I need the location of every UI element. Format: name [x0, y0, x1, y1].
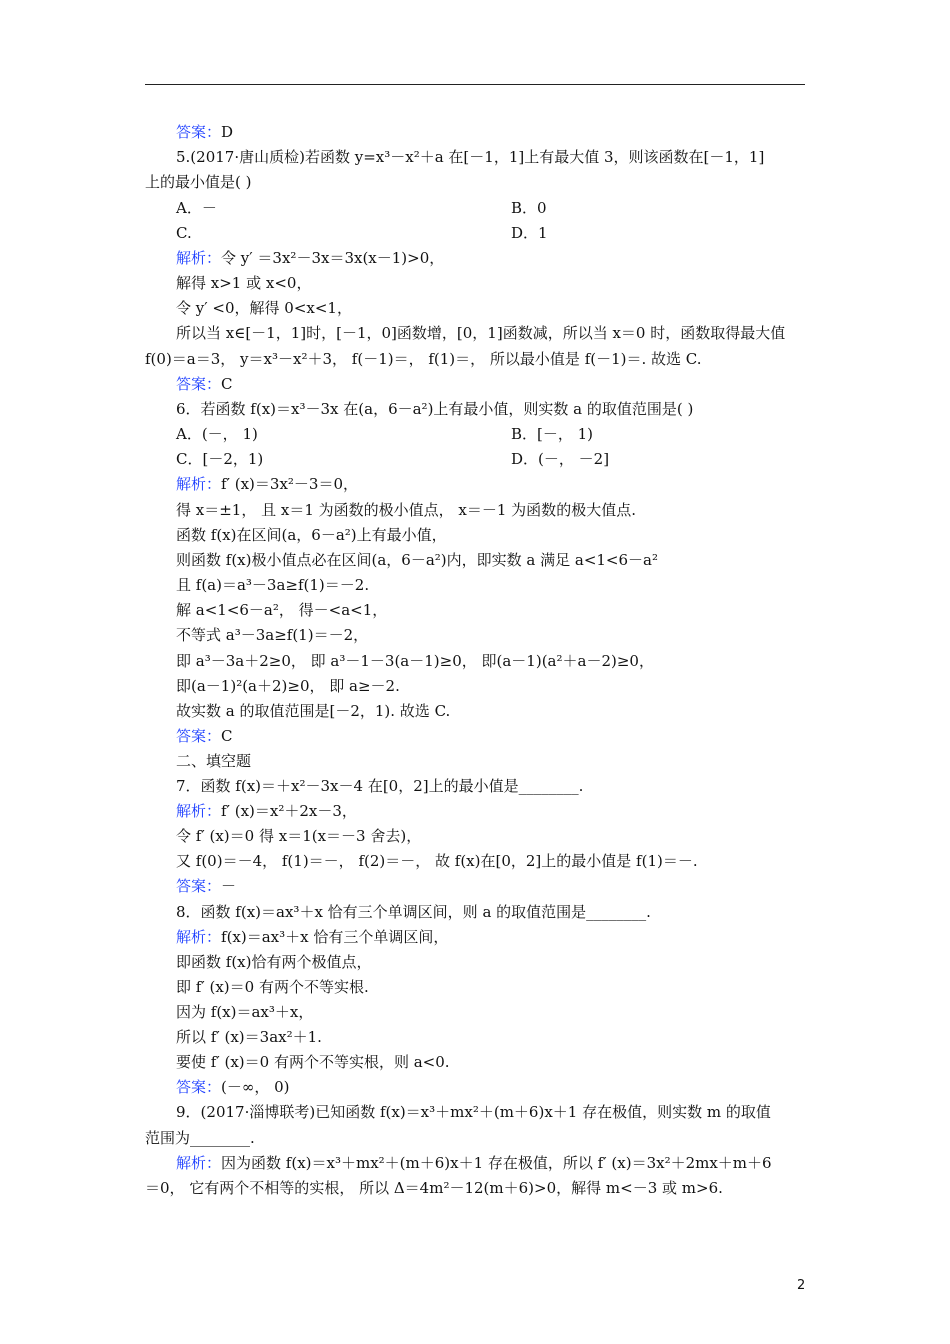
- text-line: [176, 826, 421, 846]
- line-text: A．(－， 1): [176, 425, 258, 443]
- line-text: f(0)＝a＝3， y＝x³－x²＋3， f(－1)＝， f(1)＝， 所以最小值是 f(－1)＝. 故选 C.: [145, 350, 702, 368]
- text-line: [176, 1052, 450, 1072]
- text-line: [176, 147, 764, 167]
- text-line: [176, 801, 357, 821]
- line-text: (－∞， 0): [221, 1078, 290, 1096]
- text-line: [145, 349, 702, 369]
- section-label: 解析：: [176, 475, 222, 493]
- text-line: [176, 198, 217, 218]
- option-right: D．1: [511, 224, 548, 242]
- text-line: [176, 474, 358, 494]
- text-line: [176, 374, 233, 394]
- line-text: 函数 f(x)在区间(a，6－a²)上有最小值，: [176, 526, 447, 544]
- line-text: f′ (x)＝3x²－3＝0，: [221, 475, 359, 493]
- line-text: 且 f(a)＝a³－3a≥f(1)＝－2.: [176, 576, 370, 594]
- text-line: [176, 223, 192, 243]
- text-line: [176, 625, 368, 645]
- text-line: [176, 248, 444, 268]
- section-label: 答案：: [176, 877, 222, 895]
- line-text: A．－: [176, 199, 217, 217]
- text-line: [176, 676, 400, 696]
- line-text: C.: [176, 224, 192, 242]
- line-text: 二、填空题: [176, 752, 252, 770]
- section-label: 解析：: [176, 928, 222, 946]
- text-line: [176, 701, 450, 721]
- text-line: [176, 851, 698, 871]
- line-text: ＝0， 它有两个不相等的实根， 所以 Δ＝4m²－12(m＋6)>0，解得 m<－3 或 m>6.: [145, 1179, 723, 1197]
- text-line: [176, 1153, 772, 1173]
- page-number: 2: [797, 1278, 806, 1293]
- line-text: 则函数 f(x)极小值点必在区间(a，6－a²)内，即实数 a 满足 a<1<6－a²: [176, 551, 659, 569]
- line-text: 令 f′ (x)＝0 得 x＝1(x＝－3 舍去)，: [176, 827, 422, 845]
- line-text: 即 a³－3a＋2≥0， 即 a³－1－3(a－1)≥0， 即(a－1)(a²＋a－2)≥0，: [176, 652, 654, 670]
- text-line: [176, 399, 693, 419]
- text-line: [176, 651, 654, 671]
- line-text: 所以当 x∈[－1，1]时，[－1，0]函数增，[0，1]函数减，所以当 x＝0 时，函数取得最大值: [176, 324, 786, 342]
- line-text: f′ (x)＝x²＋2x－3，: [221, 802, 357, 820]
- text-line: [145, 1128, 255, 1148]
- text-line: [176, 500, 636, 520]
- text-line: [176, 600, 387, 620]
- line-text: 解 a<1<6－a²， 得－<a<1，: [176, 601, 388, 619]
- line-text: 范围为________.: [145, 1129, 255, 1147]
- option-right: B．0: [511, 199, 547, 217]
- text-line: [145, 1178, 723, 1198]
- line-text: 因为函数 f(x)＝x³＋mx²＋(m＋6)x＋1 存在极值，所以 f′ (x)＝3x²＋2mx＋m＋6: [221, 1154, 772, 1172]
- line-text: C．[－2，1): [176, 450, 264, 468]
- text-line: [176, 273, 311, 293]
- line-text: 令 y′ ＝3x²－3x＝3x(x－1)>0，: [221, 249, 445, 267]
- line-text: 因为 f(x)＝ax³＋x，: [176, 1003, 314, 1021]
- text-line: [145, 172, 251, 192]
- option-right: B．[－， 1): [511, 425, 594, 443]
- text-line: [176, 550, 658, 570]
- line-text: 得 x＝±1， 且 x＝1 为函数的极小值点， x＝－1 为函数的极大值点.: [176, 501, 636, 519]
- text-line: [176, 1002, 313, 1022]
- section-label: 答案：: [176, 123, 222, 141]
- text-line: [176, 298, 352, 318]
- line-text: C: [221, 727, 233, 745]
- line-text: 即(a－1)²(a＋2)≥0， 即 a≥－2.: [176, 677, 400, 695]
- text-line: [176, 424, 258, 444]
- line-text: 又 f(0)＝－4， f(1)＝－， f(2)＝－， 故 f(x)在[0，2]上的最小值是 f(1)＝－.: [176, 852, 698, 870]
- text-line: [176, 776, 583, 796]
- text-line: [176, 449, 263, 469]
- section-label: 解析：: [176, 1154, 222, 1172]
- section-label: 解析：: [176, 802, 222, 820]
- text-line: [176, 525, 447, 545]
- text-line: [176, 1027, 322, 1047]
- line-text: 7．函数 f(x)＝＋x²－3x－4 在[0，2]上的最小值是________.: [176, 777, 584, 795]
- line-text: 解得 x>1 或 x<0，: [176, 274, 312, 292]
- text-line: [176, 977, 369, 997]
- text-line: [176, 952, 372, 972]
- text-line: [176, 902, 651, 922]
- line-text: 8．函数 f(x)＝ax³＋x 恰有三个单调区间，则 a 的取值范围是________.: [176, 903, 651, 921]
- line-text: 即函数 f(x)恰有两个极值点，: [176, 953, 372, 971]
- text-line: [176, 1077, 290, 1097]
- text-line: [176, 726, 233, 746]
- text-line: [176, 122, 233, 142]
- text-line: [176, 751, 251, 771]
- text-line: [176, 575, 369, 595]
- line-text: 不等式 a³－3a≥f(1)＝－2，: [176, 626, 369, 644]
- section-label: 答案：: [176, 1078, 222, 1096]
- line-text: 令 y′ <0，解得 0<x<1，: [176, 299, 352, 317]
- option-right: D．(－， －2]: [511, 450, 610, 468]
- line-text: C: [221, 375, 233, 393]
- text-line: [176, 927, 448, 947]
- line-text: 即 f′ (x)＝0 有两个不等实根.: [176, 978, 369, 996]
- section-label: 答案：: [176, 375, 222, 393]
- text-line: [176, 1102, 771, 1122]
- section-label: 解析：: [176, 249, 222, 267]
- line-text: D: [221, 123, 234, 141]
- line-text: f(x)＝ax³＋x 恰有三个单调区间，: [221, 928, 449, 946]
- line-text: 上的最小值是( ): [145, 173, 252, 191]
- text-line: [176, 323, 785, 343]
- line-text: 6．若函数 f(x)＝x³－3x 在(a，6－a²)上有最小值，则实数 a 的取值范围是( ): [176, 400, 694, 418]
- line-text: 9．(2017·淄博联考)已知函数 f(x)＝x³＋mx²＋(m＋6)x＋1 存在极值，则实数 m 的取值: [176, 1103, 771, 1121]
- line-text: －: [221, 877, 237, 895]
- line-text: 要使 f′ (x)＝0 有两个不等实根，则 a<0.: [176, 1053, 450, 1071]
- line-text: 故实数 a 的取值范围是[－2，1). 故选 C.: [176, 702, 451, 720]
- line-text: 5.(2017·唐山质检)若函数 y=x³－x²＋a 在[－1，1]上有最大值 3，则该函数在[－1，1]: [176, 148, 765, 166]
- section-label: 答案：: [176, 727, 222, 745]
- header-rule: [145, 84, 805, 85]
- text-line: [176, 876, 236, 896]
- line-text: 所以 f′ (x)＝3ax²＋1.: [176, 1028, 322, 1046]
